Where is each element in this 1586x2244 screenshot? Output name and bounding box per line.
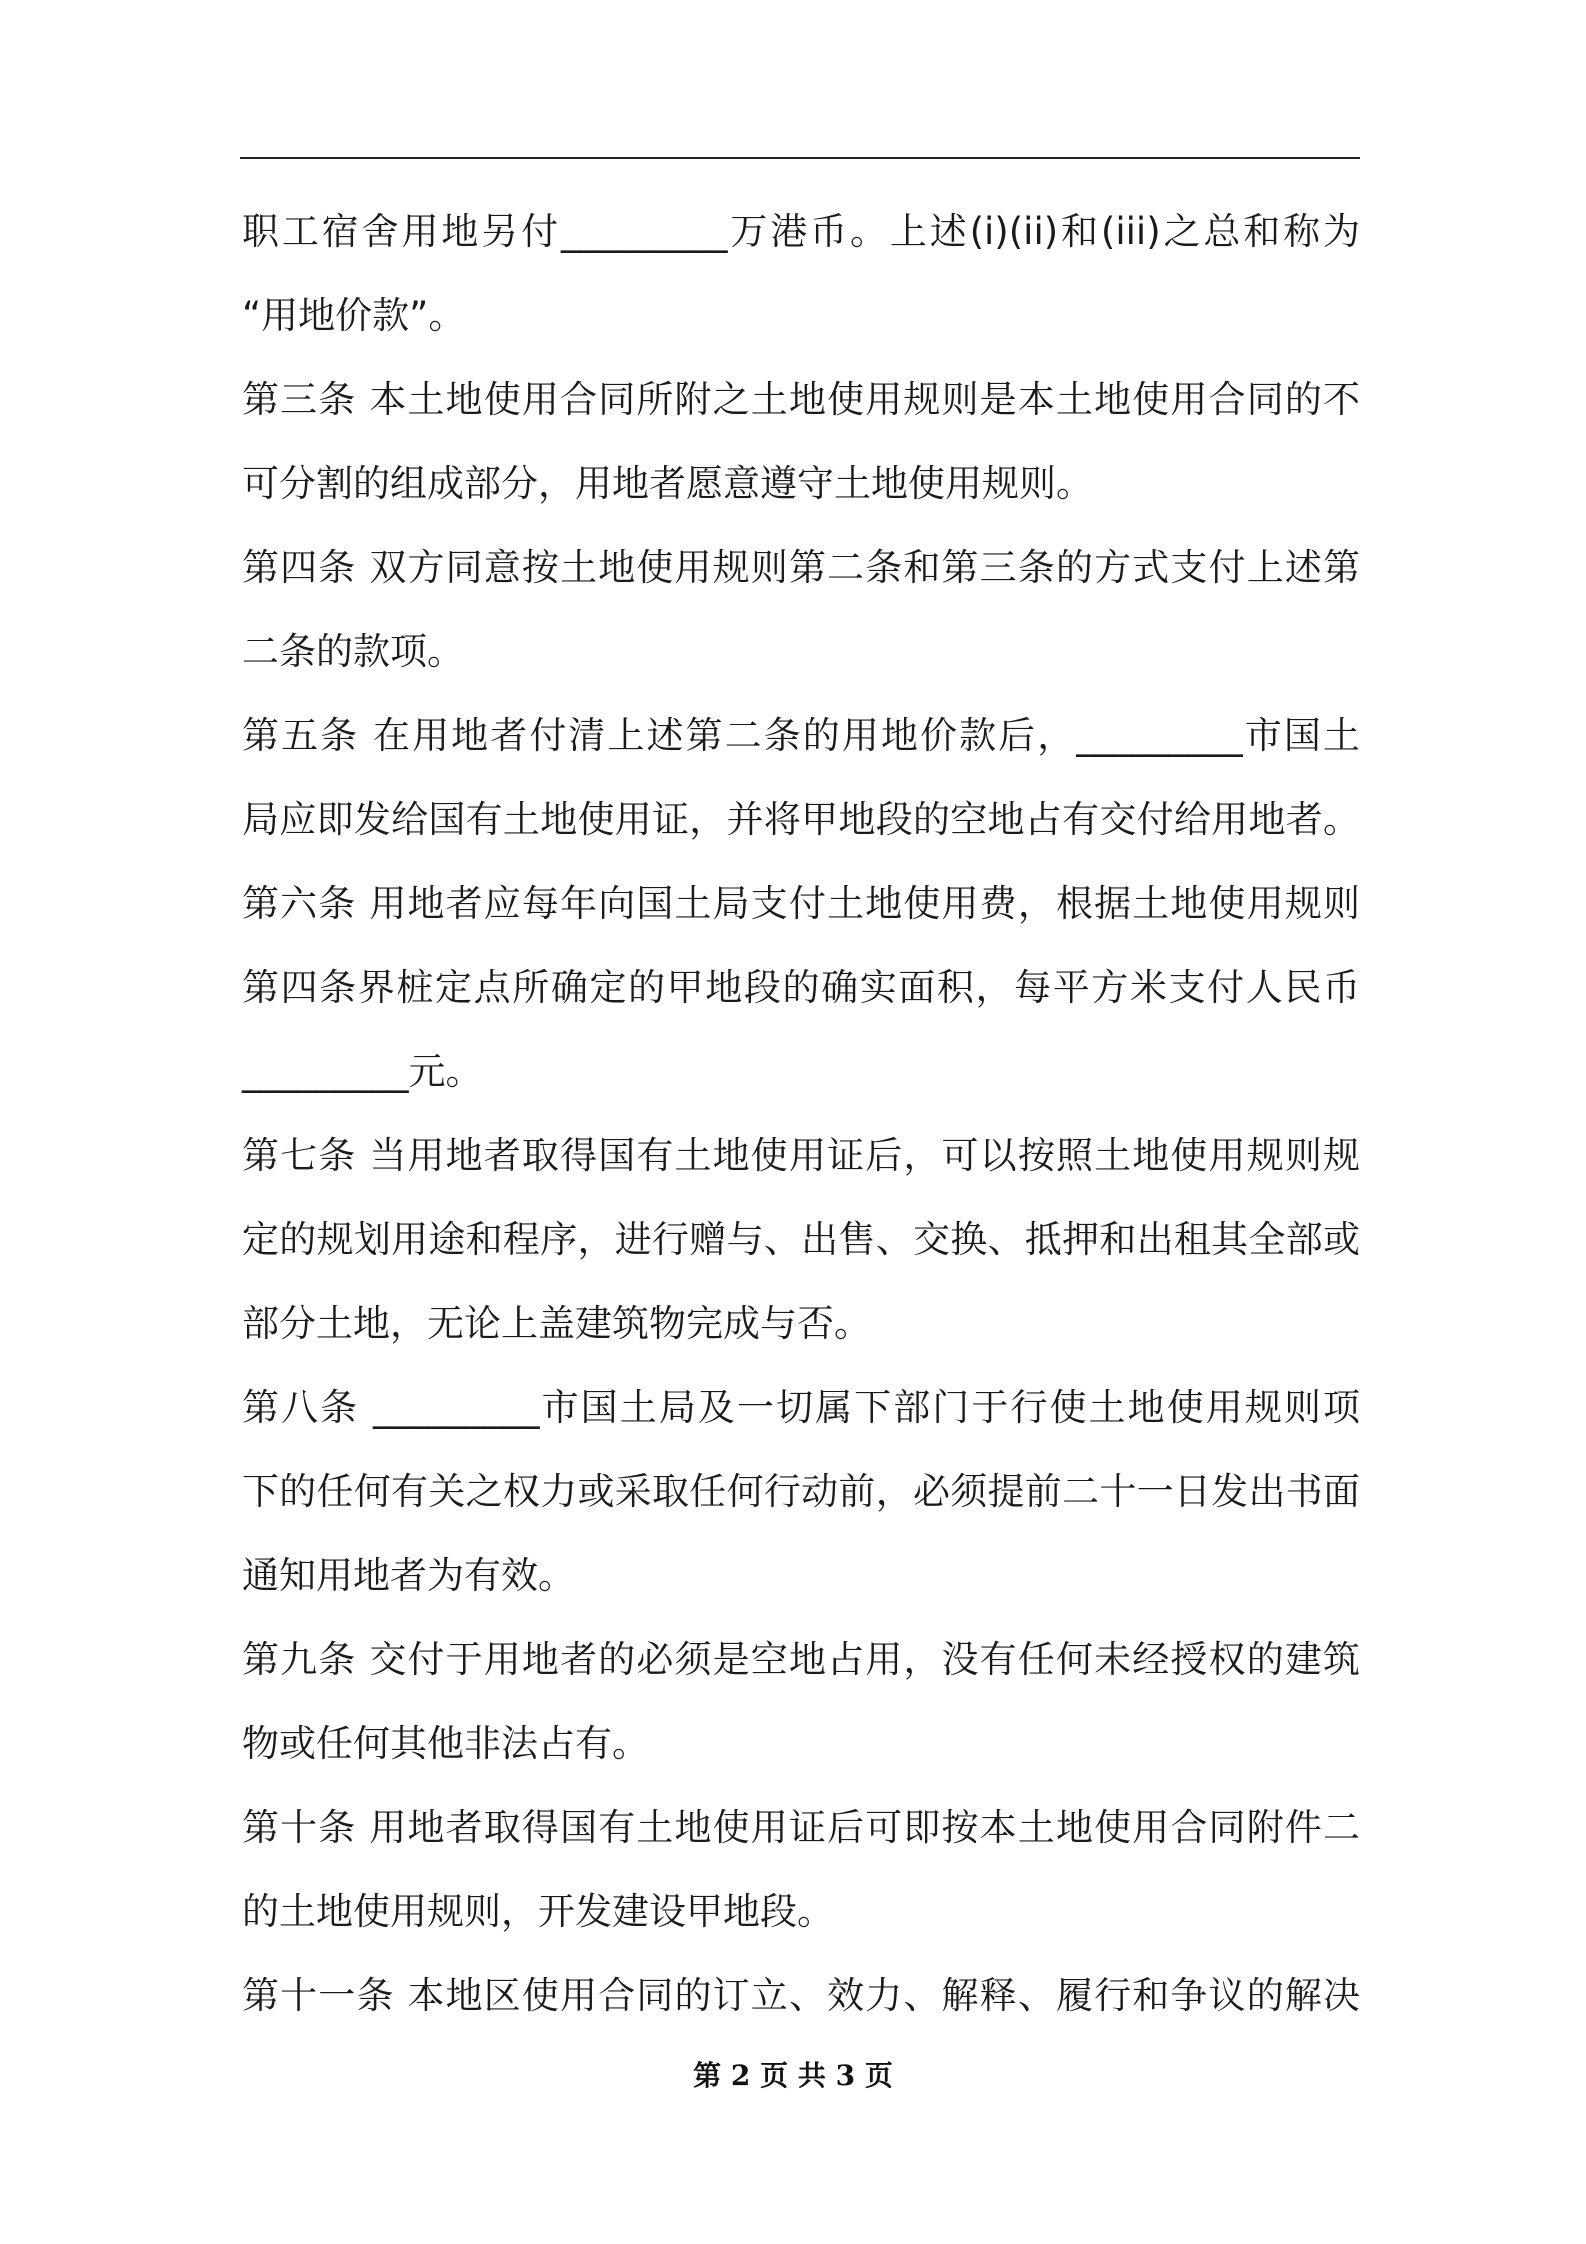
text-line: 第九条 交付于用地者的必须是空地占用，没有任何未经授权的建筑	[242, 1638, 1360, 1681]
text-line: 定的规划用途和程序，进行赠与、出售、交换、抵押和出租其全部或	[242, 1218, 1360, 1261]
text-line: 第十条 用地者取得国有土地使用证后可即按本土地使用合同附件二	[242, 1806, 1360, 1849]
contract-body	[242, 190, 1360, 2038]
header-rule	[240, 157, 1360, 159]
text-line: 第五条 在用地者付清上述第二条的用地价款后，_________市国土	[242, 714, 1360, 757]
text-line: “用地价款”。	[242, 294, 466, 337]
text-line: 第四条界桩定点所确定的甲地段的确实面积，每平方米支付人民币	[242, 966, 1360, 1009]
text-line: 物或任何其他非法占有。	[242, 1722, 649, 1765]
page-number-footer: 第 2 页 共 3 页	[693, 2059, 893, 2092]
text-line: 可分割的组成部分，用地者愿意遵守土地使用规则。	[242, 462, 1093, 505]
text-line: 局应即发给国有土地使用证，并将甲地段的空地占有交付给用地者。	[242, 798, 1360, 841]
text-line: 第八条 _________市国土局及一切属下部门于行使土地使用规则项	[242, 1386, 1360, 1429]
text-line: 第六条 用地者应每年向国土局支付土地使用费，根据土地使用规则	[242, 882, 1360, 925]
text-line: 通知用地者为有效。	[242, 1554, 575, 1597]
text-line: 第十一条 本地区使用合同的订立、效力、解释、履行和争议的解决	[242, 1974, 1360, 2017]
text-line: 的土地使用规则，开发建设甲地段。	[242, 1890, 834, 1933]
text-line: 下的任何有关之权力或采取任何行动前，必须提前二十一日发出书面	[242, 1470, 1360, 1513]
text-line: _________元。	[242, 1050, 483, 1093]
text-line: 职工宿舍用地另付_________万港币。上述(i)(ii)和(iii)之总和称为	[242, 210, 1360, 253]
text-line: 二条的款项。	[242, 630, 464, 673]
text-line: 第四条 双方同意按土地使用规则第二条和第三条的方式支付上述第	[242, 546, 1360, 589]
text-line: 第七条 当用地者取得国有土地使用证后，可以按照土地使用规则规	[242, 1134, 1360, 1177]
text-line: 部分土地，无论上盖建筑物完成与否。	[242, 1302, 871, 1345]
text-line: 第三条 本土地使用合同所附之土地使用规则是本土地使用合同的不	[242, 378, 1360, 421]
